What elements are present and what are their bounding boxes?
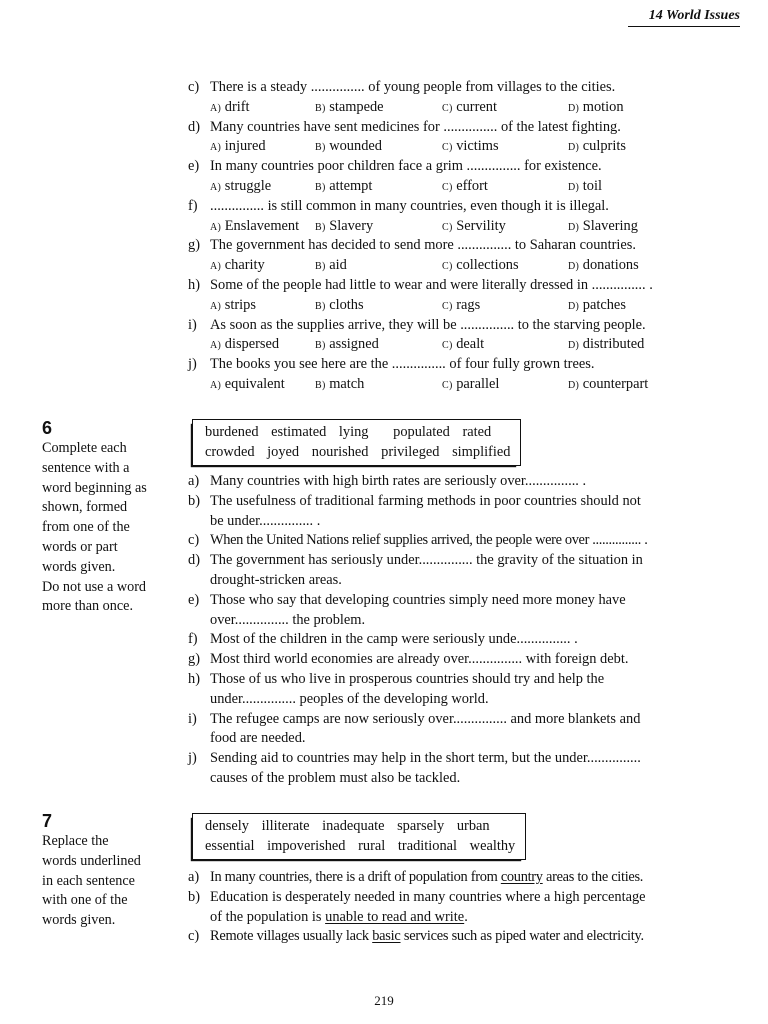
option-letter: D) [568, 102, 580, 114]
instruction-line: word beginning as [42, 479, 147, 496]
option-letter: A) [210, 102, 222, 114]
question-f [188, 197, 748, 237]
option-text: patches [582, 296, 626, 313]
exercise-list [188, 868, 748, 947]
question-text: In many countries poor children face a grim ............... for existence. [210, 158, 602, 175]
question-label: g) [188, 237, 200, 254]
instruction-line: words or part [42, 538, 118, 555]
word-option: simplified [452, 443, 511, 460]
word-option: urban [456, 818, 490, 834]
exercise-item [188, 749, 748, 789]
option-text: struggle [224, 177, 272, 194]
option-text: distributed [582, 336, 645, 353]
item-label: b) [188, 888, 200, 905]
question-label: d) [188, 118, 200, 135]
instruction-line: from one of the [42, 519, 130, 536]
item-text: drought-stricken areas. [210, 571, 342, 588]
item-text: areas to the cities. [542, 869, 644, 885]
option-text: Slavering [582, 217, 638, 234]
exercise-item [188, 492, 748, 532]
option-text: Slavery [329, 217, 374, 234]
option-text: attempt [329, 177, 373, 194]
question-h [188, 276, 748, 316]
option-text: Enslavement [224, 217, 300, 234]
instruction-line: sentence with a [42, 459, 130, 476]
item-text: . [464, 908, 468, 925]
item-label: a) [188, 869, 200, 885]
item-text: causes of the problem must also be tackled. [210, 769, 461, 786]
option-letter: B) [315, 379, 326, 391]
option-text: current [456, 98, 497, 115]
option-letter: C) [442, 261, 453, 273]
word-option: burdened [205, 424, 259, 440]
word-option: densely [205, 818, 249, 834]
exercise-item [188, 591, 748, 631]
option-text: Servility [456, 217, 506, 234]
option-text: dealt [456, 336, 485, 353]
question-j [188, 355, 748, 395]
option-text: match [329, 375, 365, 392]
word-box [192, 813, 526, 860]
item-label: c) [188, 532, 200, 549]
word-option: privileged [381, 443, 440, 460]
question-text: The government has decided to send more ............... to Saharan countries. [210, 237, 637, 254]
option-text: parallel [456, 375, 500, 392]
item-text: Those of us who live in prosperous countries should try and help the [210, 670, 605, 687]
question-label: f) [188, 197, 198, 214]
item-text: In many countries, there is a drift of population from [210, 869, 501, 885]
option-text: drift [224, 98, 250, 115]
word-option: nourished [311, 443, 369, 460]
section-number: 7 [42, 811, 53, 831]
option-letter: C) [442, 142, 453, 154]
item-text: The refugee camps are now seriously over............... and more blankets and [210, 710, 641, 727]
option-letter: C) [442, 379, 453, 391]
section-number: 6 [42, 418, 53, 438]
question-text: Some of the people had little to wear and were literally dressed in ............... . [210, 276, 653, 293]
item-text: of the population is [210, 908, 326, 925]
exercise-item [188, 927, 748, 947]
option-text: rags [456, 296, 481, 313]
instruction-line: words given. [42, 912, 116, 929]
instruction-line: in each sentence [42, 872, 135, 889]
item-label: d) [188, 552, 200, 569]
exercise-item [188, 650, 748, 670]
option-letter: C) [442, 300, 453, 312]
option-text: motion [582, 98, 624, 115]
exercise-item [188, 472, 748, 492]
exercise-list [188, 472, 748, 789]
option-letter: D) [568, 261, 580, 273]
item-text: under............... peoples of the developing world. [210, 690, 489, 707]
exercise-item [188, 868, 748, 888]
option-letter: D) [568, 300, 580, 312]
option-letter: D) [568, 221, 580, 233]
word-box [192, 419, 521, 466]
item-text: Most third world economies are already over............... with foreign debt. [210, 651, 629, 668]
option-text: effort [456, 177, 488, 194]
item-text: food are needed. [210, 730, 306, 747]
question-c [188, 78, 748, 118]
option-letter: D) [568, 340, 580, 352]
option-letter: B) [315, 102, 326, 114]
item-text: Remote villages usually lack [210, 928, 373, 945]
item-text: Education is desperately needed in many countries where a high percentage [210, 888, 646, 905]
word-option: impoverished [267, 837, 346, 854]
item-label: f) [188, 631, 198, 648]
option-letter: A) [210, 261, 222, 273]
option-text: cloths [329, 296, 364, 313]
item-label: b) [188, 492, 200, 509]
question-label: e) [188, 158, 200, 175]
question-d [188, 118, 748, 158]
option-text: counterpart [582, 375, 649, 392]
item-label: h) [188, 670, 200, 687]
option-letter: A) [210, 181, 222, 193]
chapter-header: 14 World Issues [628, 8, 740, 27]
option-letter: B) [315, 221, 326, 233]
word-option: populated [393, 424, 450, 440]
item-text: The usefulness of traditional farming methods in poor countries should not [210, 492, 641, 509]
exercise-item [188, 670, 748, 710]
word-option: crowded [205, 443, 255, 460]
option-text: charity [224, 257, 265, 274]
underlined-phrase: basic [372, 928, 401, 945]
exercise-item [188, 888, 748, 928]
question-text: Many countries have sent medicines for ............... of the latest fighting. [210, 118, 621, 135]
item-label: j) [188, 750, 197, 767]
word-option: sparsely [397, 818, 445, 834]
question-text: ............... is still common in many countries, even though it is illegal. [210, 197, 609, 214]
word-option: lying [338, 424, 369, 440]
question-label: c) [188, 79, 200, 95]
exercise-item [188, 630, 748, 650]
item-text: Sending aid to countries may help in the short term, but the under............... [210, 750, 641, 767]
word-option: wealthy [469, 837, 516, 854]
instruction-line: with one of the [42, 892, 128, 909]
page-number: 219 [374, 993, 394, 1008]
question-i [188, 316, 748, 356]
option-letter: B) [315, 142, 326, 154]
item-text: When the United Nations relief supplies arrived, the people were over ............... . [210, 532, 648, 549]
question-text: As soon as the supplies arrive, they will be ............... to the starving people. [210, 316, 646, 333]
instruction-line: more than once. [42, 598, 133, 615]
item-text: over............... the problem. [210, 611, 366, 628]
exercise-item [188, 710, 748, 750]
word-option: inadequate [322, 818, 385, 834]
option-letter: A) [210, 340, 222, 352]
word-option: joyed [267, 443, 300, 460]
option-letter: C) [442, 181, 453, 193]
option-text: assigned [329, 336, 379, 353]
question-text: There is a steady ............... of young people from villages to the cities. [210, 79, 616, 95]
word-option: rural [358, 837, 386, 854]
option-letter: C) [442, 340, 453, 352]
option-letter: D) [568, 142, 580, 154]
option-letter: C) [442, 102, 453, 114]
instruction-line: words underlined [42, 852, 141, 869]
option-text: dispersed [224, 336, 280, 353]
option-letter: B) [315, 261, 326, 273]
multiple-choice-list [188, 78, 748, 395]
underlined-phrase: country [500, 869, 543, 885]
item-label: e) [188, 591, 200, 608]
question-e [188, 157, 748, 197]
option-text: victims [456, 138, 499, 155]
item-label: g) [188, 651, 200, 668]
item-text: Many countries with high birth rates are seriously over............... . [210, 473, 587, 489]
item-text: Those who say that developing countries simply need more money have [210, 591, 626, 608]
word-option: rated [462, 424, 492, 440]
option-letter: D) [568, 379, 580, 391]
question-label: h) [188, 276, 200, 293]
option-text: toil [582, 177, 602, 194]
instruction-line: Do not use a word [42, 578, 147, 595]
option-letter: A) [210, 300, 222, 312]
option-letter: A) [210, 379, 222, 391]
option-letter: B) [315, 340, 326, 352]
item-label: i) [188, 710, 197, 727]
underlined-phrase: unable to read and write [325, 908, 465, 925]
section-instructions [42, 832, 180, 931]
option-text: donations [582, 257, 639, 274]
word-option: traditional [397, 837, 458, 854]
question-text: The books you see here are the ............... of four fully grown trees. [210, 356, 595, 373]
word-option: illiterate [261, 818, 310, 834]
option-text: strips [224, 296, 256, 313]
word-option: estimated [271, 424, 327, 440]
option-letter: C) [442, 221, 453, 233]
instruction-line: shown, formed [42, 499, 128, 516]
option-letter: D) [568, 181, 580, 193]
question-label: i) [188, 316, 197, 333]
item-text: The government has seriously under............... the gravity of the situation in [210, 552, 643, 569]
question-g [188, 236, 748, 276]
section-instructions [42, 439, 180, 617]
option-text: aid [329, 257, 347, 274]
option-text: wounded [329, 138, 382, 155]
instruction-line: Complete each [42, 440, 127, 456]
option-letter: B) [315, 181, 326, 193]
exercise-item [188, 531, 748, 551]
instruction-line: Replace the [42, 833, 109, 849]
option-text: culprits [582, 138, 626, 155]
word-option: essential [205, 837, 255, 854]
exercise-item [188, 551, 748, 591]
option-letter: B) [315, 300, 326, 312]
option-letter: A) [210, 221, 222, 233]
option-text: collections [456, 257, 519, 274]
item-text: Most of the children in the camp were seriously unde............... . [210, 631, 578, 648]
option-text: stampede [329, 98, 384, 115]
item-text: services such as piped water and electricity. [400, 928, 644, 945]
instruction-line: words given. [42, 558, 116, 575]
option-text: injured [224, 138, 266, 155]
question-label: j) [188, 356, 197, 373]
option-text: equivalent [224, 375, 285, 392]
item-label: c) [188, 928, 200, 945]
item-label: a) [188, 473, 200, 489]
item-text: be under............... . [210, 512, 321, 529]
option-letter: A) [210, 142, 222, 154]
